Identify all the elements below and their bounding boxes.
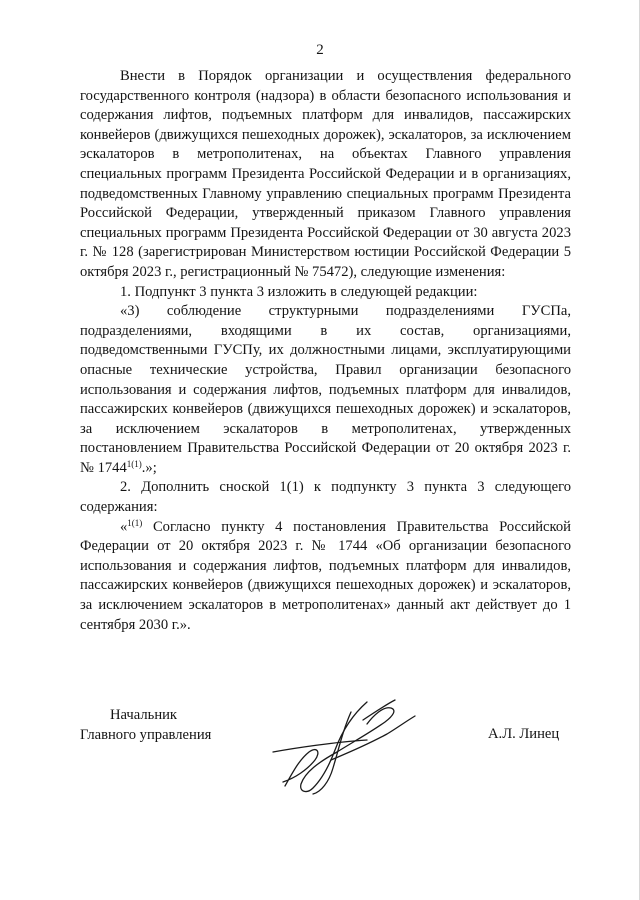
footnote-marker: 1(1) xyxy=(127,517,143,528)
footnote-reference: 1(1) xyxy=(126,458,142,469)
footnote-text: Согласно пункту 4 постановления Правительства Российской Федерации от 20 октября 2023 г. № 1744 «Об организации безопасного использования и содержания лифтов, подъемных платформ для инвалидов, пассажирских конвейеров (движущихся пешеходных дорожек) и эскалаторов, за исключением эскалаторов в метрополитенах» данный акт действует до 1 сентября 2030 г.». xyxy=(80,518,571,633)
quoted-subclause-tail: .»; xyxy=(141,459,157,476)
handwritten-signature xyxy=(255,690,425,800)
item-1-paragraph: 1. Подпункт 3 пункта 3 изложить в следующей редакции: xyxy=(120,283,478,300)
signatory-title-line2: Главного управления xyxy=(80,726,212,743)
quoted-subclause xyxy=(80,302,571,478)
signatory-title xyxy=(80,706,211,745)
signatory-title-line1: Начальник xyxy=(110,707,178,723)
document-body xyxy=(80,67,571,635)
item-2-paragraph: 2. Дополнить сноской 1(1) к подпункту 3 пункта 3 следующего содержания: xyxy=(80,479,571,516)
signatory-name: А.Л. Линец xyxy=(488,726,560,742)
footnote-paragraph xyxy=(80,518,571,636)
intro-paragraph: Внести в Порядок организации и осуществления федерального государственного контроля (надзора) в области безопасного использования и содержания лифтов, подъемных платформ для инвалидов, пассажирских конвейеров (движущихся пешеходных дорожек), эскалаторов, за исключением эскалаторов в метрополитенах, на объектах Главного управления специальных программ Президента Российской Федерации и в организациях, подведомственных Главному управлению специальных программ Президента Российской Федерации, утвержденный приказом Главного управления специальных программ Президента Российской Федерации от 30 августа 2023 г. № 128 (зарегистрирован Министерством юстиции Российской Федерации 5 октября 2023 г., регистрационный № 75472), следующие изменения: xyxy=(80,68,571,280)
page-number: 2 xyxy=(316,42,324,58)
quoted-subclause-text: «3) соблюдение структурными подразделениями ГУСПа, подразделениями, входящими в их состав, организациями, подведомственными ГУСПу, их должностными лицами, эксплуатирующими опасные технические устройства, Правил организации безопасного использования и содержания лифтов, подъемных платформ для инвалидов, пассажирских конвейеров (движущихся пешеходных дорожек) и эскалаторов, за исключением эскалаторов в метрополитенах, утвержденных постановлением Правительства Российской Федерации от 20 октября 2023 г. № 1744 xyxy=(80,303,571,476)
footnote-open-quote: « xyxy=(120,518,128,535)
